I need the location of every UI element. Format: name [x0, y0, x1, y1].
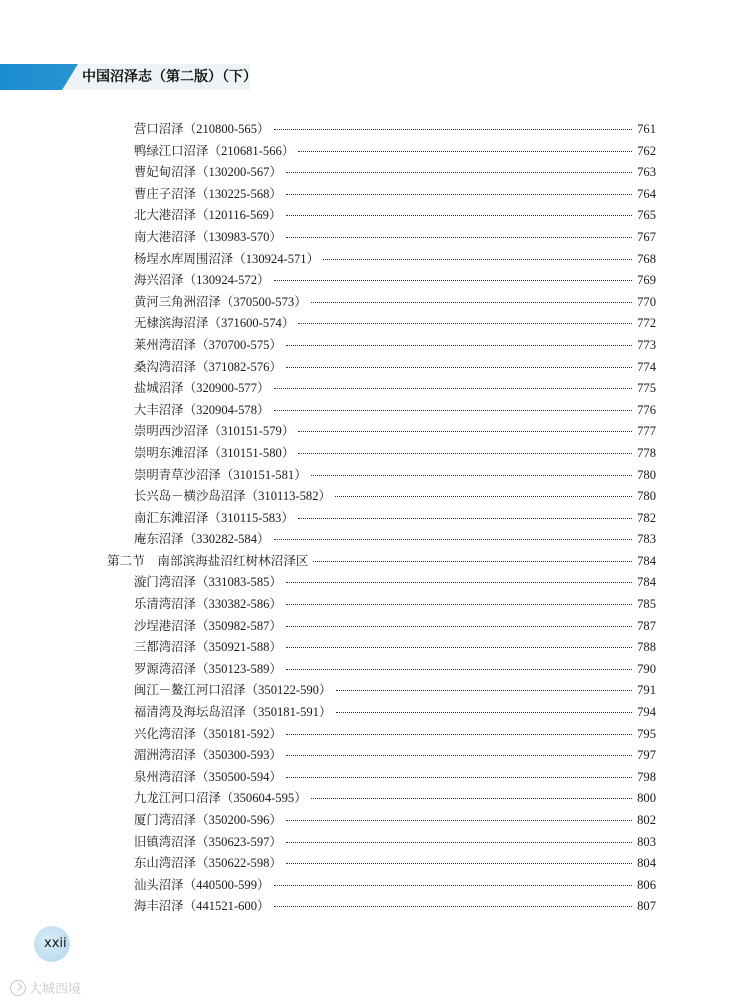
paren-open: （ [245, 705, 259, 720]
paren-open: （ [195, 618, 209, 633]
toc-entry-code: 350181-591 [258, 705, 319, 720]
dot-leader [286, 755, 632, 756]
paren-close: ） [281, 316, 295, 331]
toc-entry-name: 莱州湾沼泽 [134, 336, 196, 352]
dot-leader [336, 712, 632, 713]
toc-entry-page: 768 [637, 251, 656, 266]
toc-entry-name: 鸭绿江口沼泽 [134, 142, 209, 158]
dot-leader [298, 151, 632, 152]
dot-leader [298, 323, 632, 324]
paren-close: ） [269, 359, 283, 374]
toc-entry-page: 784 [637, 575, 656, 590]
toc-entry-name: 罗源湾沼泽 [134, 660, 196, 676]
dot-leader [286, 194, 632, 195]
toc-entry-page: 794 [637, 705, 656, 720]
toc-entry-code: 120116-569 [208, 208, 269, 223]
dot-leader [336, 690, 632, 691]
toc-entry-name: 崇明西沙沼泽 [134, 423, 209, 439]
toc-entry [107, 420, 656, 442]
toc-entry-page: 767 [637, 229, 656, 244]
toc-entry-name: 大丰沼泽 [134, 401, 184, 417]
toc-entry-page: 804 [637, 856, 656, 871]
toc-entry-page: 791 [637, 683, 656, 698]
paren-close: ） [257, 402, 270, 417]
paren-close: ） [281, 445, 295, 460]
paren-open: （ [183, 532, 197, 547]
toc-entry-page: 775 [637, 381, 656, 396]
dot-leader [274, 539, 632, 540]
toc-entry-page: 780 [637, 489, 656, 504]
toc-entry [107, 528, 656, 550]
dot-leader [311, 302, 632, 303]
toc-entry-name: 闽江－鳌江河口沼泽 [134, 682, 246, 698]
toc-entry-page: 778 [637, 445, 656, 460]
paren-close: ） [269, 856, 283, 871]
watermark-text: 大城西境 [29, 982, 82, 997]
toc-entry-page: 761 [637, 122, 656, 136]
dot-leader [286, 367, 632, 368]
toc-entry-page: 770 [637, 294, 656, 309]
toc-entry-code: 310151-580 [220, 445, 282, 460]
toc-entry-name: 无棣滨海沼泽 [134, 315, 209, 331]
paren-open: （ [195, 208, 209, 223]
paren-open: （ [208, 316, 221, 331]
watermark [10, 978, 81, 997]
toc-entry-code: 350300-593 [208, 748, 270, 763]
paren-close: ） [269, 726, 283, 741]
toc-entry-code: 371600-574 [220, 316, 282, 331]
toc-entry [107, 464, 656, 486]
toc-entry-name: 湄洲湾沼泽 [134, 747, 196, 763]
toc-entry [107, 399, 656, 421]
dot-leader [298, 431, 632, 432]
table-of-contents [107, 118, 656, 917]
paren-close: ） [269, 618, 283, 633]
toc-section-heading [107, 550, 656, 572]
dot-leader [274, 885, 632, 886]
toc-entry-code: 350123-589 [208, 661, 270, 676]
toc-entry [107, 140, 656, 162]
toc-entry-name: 海丰沼泽 [134, 898, 184, 914]
toc-entry-code: 350122-590 [258, 683, 319, 698]
toc-entry-code: 350982-587 [208, 618, 270, 633]
toc-entry [107, 291, 656, 313]
toc-entry-code: 331083-585 [208, 575, 270, 590]
paren-close: ） [257, 532, 270, 547]
page-number: xxii [44, 936, 67, 951]
toc-entry-page: 782 [637, 510, 656, 525]
paren-open: （ [195, 661, 209, 676]
toc-entry-page: 762 [637, 143, 656, 158]
toc-entry-name: 曹妃甸沼泽 [134, 164, 196, 180]
toc-entry [107, 161, 656, 183]
toc-entry-name: 乐清湾沼泽 [134, 596, 196, 612]
toc-entry-page: 788 [637, 640, 656, 655]
toc-entry-code: 350622-598 [208, 856, 270, 871]
dot-leader [274, 280, 632, 281]
toc-entry-code: 330382-586 [208, 597, 270, 612]
toc-entry-code: 350623-597 [208, 834, 270, 849]
toc-entry-page: 806 [637, 877, 656, 892]
paren-open: （ [183, 402, 197, 417]
toc-entry [107, 226, 656, 248]
toc-entry [107, 183, 656, 205]
paren-open: （ [195, 856, 209, 871]
paren-open: （ [195, 337, 209, 352]
toc-entry-code: 130924-571 [245, 251, 307, 266]
paren-close: ） [257, 877, 270, 892]
toc-entry-page: 803 [637, 834, 656, 849]
toc-entry-code: 350500-594 [208, 769, 270, 784]
toc-entry [107, 744, 656, 766]
toc-entry-code: 130200-567 [208, 165, 270, 180]
toc-entry-name: 营口沼泽 [134, 121, 184, 136]
toc-entry-code: 130983-570 [208, 229, 270, 244]
paren-close: ） [269, 186, 283, 201]
paren-close: ） [257, 122, 270, 136]
paren-open: （ [195, 769, 209, 784]
dot-leader [323, 259, 632, 260]
paren-open: （ [195, 640, 209, 655]
toc-entry-code: 130924-572 [196, 273, 258, 288]
dot-leader [286, 604, 632, 605]
paren-close: ） [269, 229, 283, 244]
toc-entry [107, 118, 656, 140]
paren-close: ） [269, 769, 283, 784]
toc-entry-page: 773 [637, 337, 656, 352]
paren-close: ） [269, 337, 283, 352]
dot-leader [313, 561, 633, 562]
dot-leader [286, 647, 632, 648]
dot-leader [311, 798, 632, 799]
dot-leader [286, 669, 632, 670]
toc-entry-page: 783 [637, 532, 656, 547]
toc-entry [107, 831, 656, 853]
dot-leader [286, 237, 632, 238]
toc-entry-name: 沙埕港沼泽 [134, 617, 196, 633]
dot-leader [286, 820, 632, 821]
toc-entry-name: 海兴沼泽 [134, 272, 184, 288]
paren-open: （ [195, 165, 209, 180]
toc-entry-code: 210681-566 [220, 143, 282, 158]
dot-leader [286, 842, 632, 843]
toc-entry [107, 895, 656, 917]
dot-leader [311, 475, 632, 476]
toc-entry-page: 807 [637, 899, 656, 914]
toc-entry-name: 崇明青草沙沼泽 [134, 466, 221, 482]
paren-open: （ [208, 445, 221, 460]
paren-close: ） [294, 467, 307, 482]
toc-entry-name: 南汇东滩沼泽 [134, 509, 209, 525]
toc-entry-code: 320904-578 [196, 402, 258, 417]
paren-open: （ [220, 294, 234, 309]
toc-entry-name: 长兴岛－横沙岛沼泽 [134, 488, 246, 504]
toc-entry-name: 黄河三角洲沼泽 [134, 293, 221, 309]
paren-open: （ [208, 424, 221, 439]
dot-leader [274, 410, 632, 411]
paren-open: （ [195, 575, 209, 590]
toc-entry [107, 615, 656, 637]
toc-entry [107, 377, 656, 399]
toc-entry-code: 350200-596 [208, 813, 270, 827]
paren-close: ） [318, 683, 332, 698]
paren-open: （ [195, 834, 209, 849]
dot-leader [286, 777, 632, 778]
toc-entry [107, 658, 656, 680]
paren-close: ） [269, 661, 283, 676]
dot-leader [298, 453, 632, 454]
toc-entry-page: 769 [637, 273, 656, 288]
toc-entry-page: 774 [637, 359, 656, 374]
paren-close: ） [318, 489, 332, 504]
toc-entry-code: 441521-600 [196, 899, 258, 914]
paren-close: ） [257, 381, 270, 396]
toc-entry-name: 曹庄子沼泽 [134, 185, 196, 201]
toc-entry [107, 442, 656, 464]
paren-open: （ [195, 359, 209, 374]
watermark-logo-icon [10, 980, 26, 996]
toc-entry-name: 福清湾及海坛岛沼泽 [134, 704, 246, 720]
toc-entry [107, 269, 656, 291]
toc-entry-name: 北大港沼泽 [134, 207, 196, 223]
paren-open: （ [183, 877, 197, 892]
toc-entry [107, 723, 656, 745]
paren-open: （ [195, 186, 209, 201]
toc-entry-code: 350921-588 [208, 640, 270, 655]
toc-entry [107, 507, 656, 529]
paren-close: ） [281, 143, 295, 158]
paren-close: ） [257, 899, 270, 914]
toc-entry-code: 350604-595 [233, 791, 295, 806]
paren-close: ） [294, 294, 307, 309]
paren-open: （ [195, 813, 209, 827]
toc-entry-code: 310151-579 [220, 424, 282, 439]
toc-entry-code: 310115-583 [220, 510, 282, 525]
toc-entry [107, 334, 656, 356]
toc-entry [107, 356, 656, 378]
paren-open: （ [183, 899, 197, 914]
toc-entry-name: 漩门湾沼泽 [134, 574, 196, 590]
paren-close: ） [257, 273, 270, 288]
toc-entry-code: 310151-581 [233, 467, 295, 482]
paren-open: （ [195, 726, 209, 741]
toc-entry-name: 桑沟湾沼泽 [134, 358, 196, 374]
toc-entry [107, 312, 656, 334]
paren-open: （ [183, 381, 197, 396]
paren-close: ） [318, 705, 332, 720]
paren-close: ） [269, 575, 283, 590]
toc-entry [107, 571, 656, 593]
paren-open: （ [208, 143, 221, 158]
dot-leader [286, 626, 632, 627]
paren-close: ） [269, 597, 283, 612]
toc-entry-page: 772 [637, 316, 656, 331]
toc-entry-name: 九龙江河口沼泽 [134, 790, 221, 806]
paren-open: （ [220, 791, 234, 806]
toc-entry-name: 兴化湾沼泽 [134, 725, 196, 741]
toc-entry-code: 370500-573 [233, 294, 295, 309]
paren-open: （ [195, 748, 209, 763]
toc-entry-page: 764 [637, 186, 656, 201]
toc-entry-code: 370700-575 [208, 337, 270, 352]
toc-entry-code: 440500-599 [196, 877, 258, 892]
toc-entry-name: 汕头沼泽 [134, 876, 184, 892]
toc-entry [107, 248, 656, 270]
paren-close: ） [306, 251, 320, 266]
toc-entry-page: 802 [637, 813, 656, 827]
paren-close: ） [294, 791, 307, 806]
toc-entry-name: 杨埕水库周围沼泽 [134, 250, 234, 266]
dot-leader [274, 388, 632, 389]
toc-entry-page: 784 [637, 553, 656, 568]
toc-entry-name: 盐城沼泽 [134, 380, 184, 396]
paren-open: （ [220, 467, 234, 482]
dot-leader [286, 734, 632, 735]
dot-leader [298, 518, 632, 519]
toc-entry [107, 852, 656, 874]
paren-close: ） [269, 640, 283, 655]
paren-close: ） [269, 165, 283, 180]
dot-leader [274, 129, 632, 130]
toc-entry-page: 780 [637, 467, 656, 482]
toc-entry-name: 崇明东滩沼泽 [134, 444, 209, 460]
toc-entry-code: 210800-565 [196, 122, 258, 136]
toc-entry [107, 204, 656, 226]
dot-leader [274, 906, 632, 907]
paren-close: ） [268, 208, 282, 223]
toc-entry-name: 旧镇湾沼泽 [134, 833, 196, 849]
toc-entry-code: 130225-568 [208, 186, 270, 201]
toc-entry-page: 797 [637, 748, 656, 763]
dot-leader [335, 496, 632, 497]
toc-entry-code: 350181-592 [208, 726, 270, 741]
toc-entry-page: 800 [637, 791, 656, 806]
toc-entry-code: 310113-582 [258, 489, 319, 504]
dot-leader [286, 172, 632, 173]
paren-open: （ [245, 489, 259, 504]
toc-entry [107, 679, 656, 701]
toc-entry-page: 776 [637, 402, 656, 417]
toc-entry [107, 701, 656, 723]
dot-leader [286, 582, 632, 583]
toc-entry-code: 330282-584 [196, 532, 258, 547]
toc-entry-code: 371082-576 [208, 359, 270, 374]
toc-entry-page: 798 [637, 769, 656, 784]
toc-entry-page: 777 [637, 424, 656, 439]
dot-leader [286, 215, 632, 216]
toc-entry [107, 766, 656, 788]
paren-open: （ [208, 510, 221, 525]
toc-entry [107, 809, 656, 831]
toc-entry [107, 874, 656, 896]
paren-close: ） [281, 510, 294, 525]
toc-entry-page: 765 [637, 208, 656, 223]
toc-entry-name: 三都湾沼泽 [134, 639, 196, 655]
paren-close: ） [269, 834, 283, 849]
paren-open: （ [233, 251, 246, 266]
paren-close: ） [281, 424, 295, 439]
paren-open: （ [195, 597, 209, 612]
paren-open: （ [183, 122, 197, 136]
toc-entry-name: 东山湾沼泽 [134, 855, 196, 871]
toc-entry-page: 763 [637, 165, 656, 180]
toc-entry-page: 785 [637, 597, 656, 612]
paren-close: ） [269, 813, 283, 827]
toc-entry-page: 787 [637, 618, 656, 633]
paren-open: （ [245, 683, 259, 698]
toc-entry-page: 790 [637, 661, 656, 676]
dot-leader [286, 863, 632, 864]
toc-entry-name: 第二节 南部滨海盐沼红树林沼泽区 [107, 552, 309, 568]
paren-open: （ [183, 273, 197, 288]
paren-open: （ [195, 229, 209, 244]
toc-entry [107, 787, 656, 809]
toc-entry-name: 厦门湾沼泽 [134, 812, 196, 827]
toc-entry [107, 636, 656, 658]
toc-entry-name: 泉州湾沼泽 [134, 768, 196, 784]
toc-entry-name: 南大港沼泽 [134, 228, 196, 244]
toc-entry [107, 593, 656, 615]
toc-entry-name: 庵东沼泽 [134, 531, 184, 547]
paren-close: ） [269, 748, 283, 763]
toc-entry-code: 320900-577 [196, 381, 258, 396]
toc-entry [107, 485, 656, 507]
dot-leader [286, 345, 632, 346]
book-title: 中国沼泽志（第二版）（下） [82, 69, 257, 85]
toc-entry-page: 795 [637, 726, 656, 741]
